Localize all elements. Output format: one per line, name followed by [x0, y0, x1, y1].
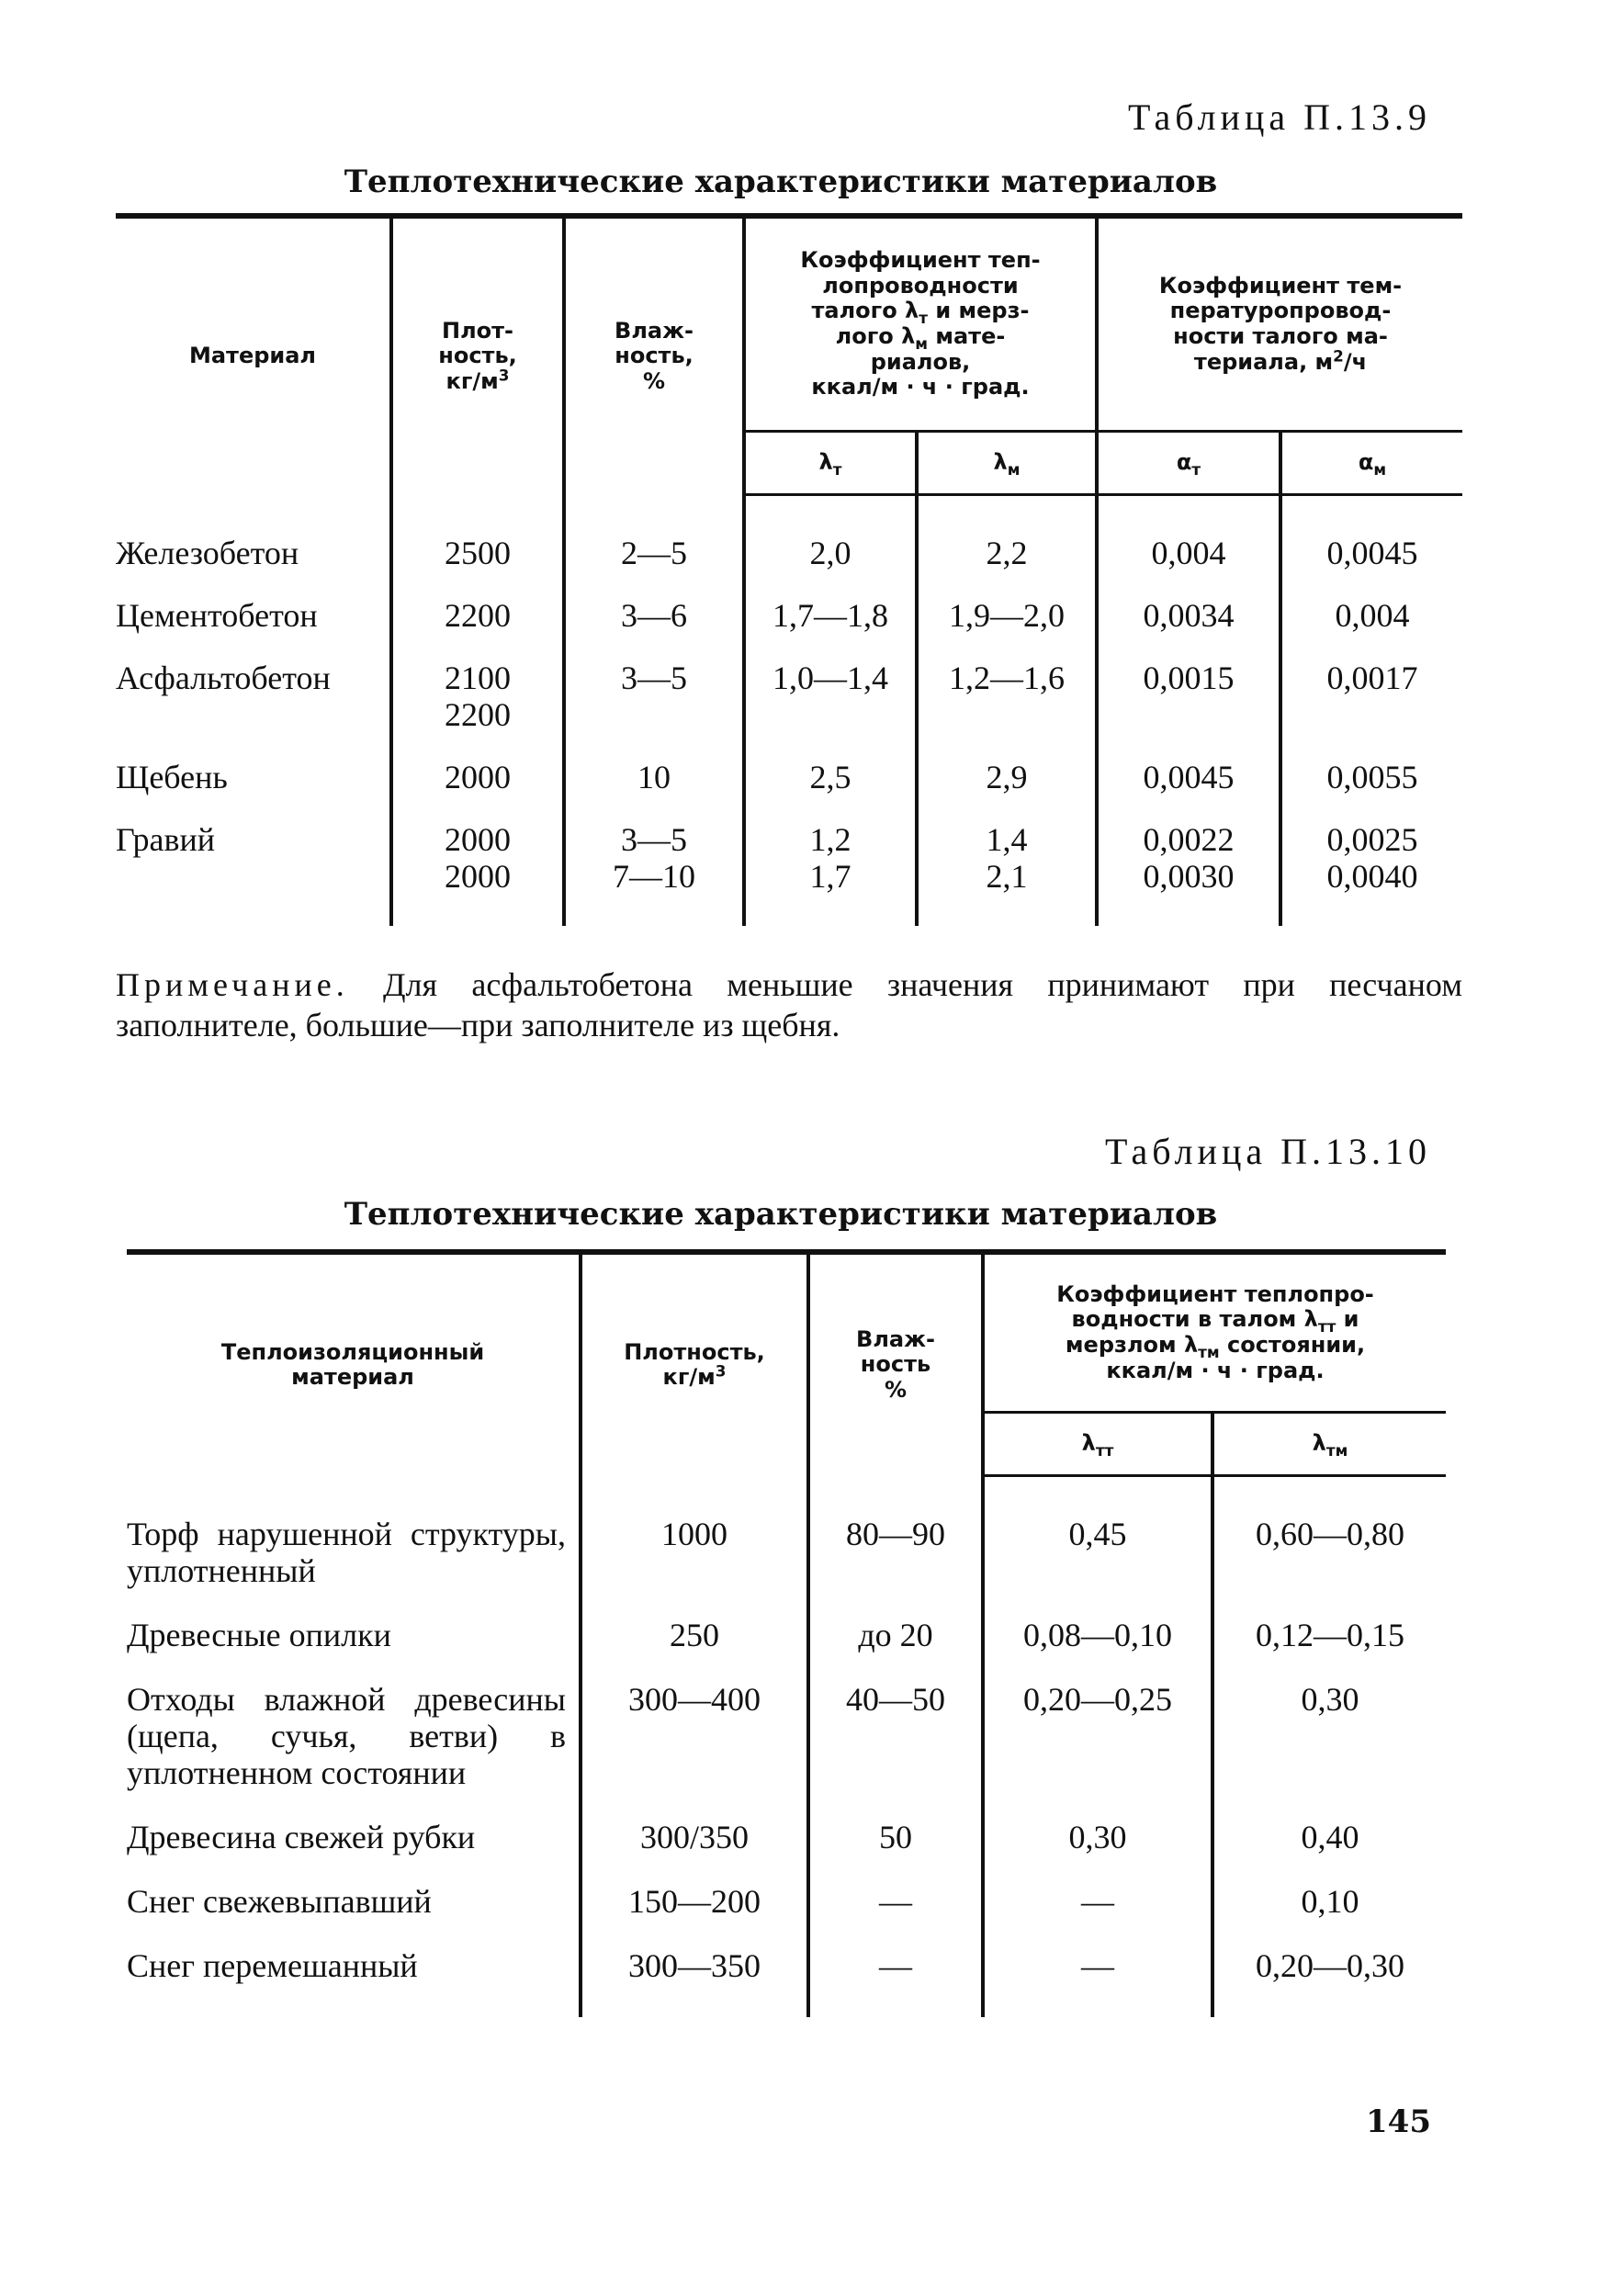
moisture-cell: —	[808, 1866, 983, 1931]
table-row	[127, 1499, 1446, 1600]
t1-header-conductivity: Коэффициент теп- лопроводности талого $\lambda_т$ и мерз- лого $\lambda_м$ мате- риалов, ккал/м · ч · град.	[744, 216, 1097, 432]
lambda-tt-cell: —	[983, 1866, 1212, 1931]
density-cell: 1000	[581, 1499, 808, 1600]
t2-header-material: Теплоизоляционный материал	[127, 1252, 581, 1476]
table-row	[116, 643, 1462, 742]
lambda-tt-cell: —	[983, 1931, 1212, 1995]
density-cell: 2000 2000	[391, 805, 564, 904]
t1-header-alpha-m: $\alpha_м$	[1280, 432, 1462, 495]
density-cell: 150—200	[581, 1866, 808, 1931]
moisture-cell: 40—50	[808, 1664, 983, 1802]
lambda-t-cell: 1,2 1,7	[744, 805, 917, 904]
material-cell: Снег свежевыпавший	[127, 1883, 432, 1920]
alpha-m-cell: 0,0055	[1280, 742, 1462, 805]
moisture-cell: до 20	[808, 1600, 983, 1664]
density-cell: 300/350	[581, 1802, 808, 1866]
table-row	[116, 518, 1462, 581]
table-row	[116, 742, 1462, 805]
density-cell: 2100 2200	[391, 643, 564, 742]
table-row	[116, 805, 1462, 904]
t2-header-lambda-tm: $\lambda_{тм}$	[1212, 1413, 1446, 1476]
density-cell: 250	[581, 1600, 808, 1664]
alpha-m-cell: 0,004	[1280, 581, 1462, 643]
alpha-m-cell: 0,0045	[1280, 518, 1462, 581]
density-cell: 2500	[391, 518, 564, 581]
lambda-t-cell: 2,5	[744, 742, 917, 805]
alpha-t-cell: 0,004	[1097, 518, 1280, 581]
table2	[127, 1249, 1446, 2017]
table1-title: Теплотехнические характеристики материалов	[344, 164, 1218, 200]
t1-header-diffusivity: Коэффициент тем- пературопровод- ности талого ма- териала, $м^2/ч$	[1097, 216, 1462, 432]
t2-header-density: Плотность, $кг/м^3$	[581, 1252, 808, 1476]
table-row	[127, 1931, 1446, 1995]
lambda-tm-cell: 0,30	[1212, 1664, 1446, 1802]
t1-header-alpha-t: $\alpha_т$	[1097, 432, 1280, 495]
lambda-tt-cell: 0,30	[983, 1802, 1212, 1866]
alpha-t-cell: 0,0022 0,0030	[1097, 805, 1280, 904]
note-lead: Примечание.	[116, 966, 349, 1003]
t2-header-moisture: Влаж- ность %	[808, 1252, 983, 1476]
table-row	[127, 1866, 1446, 1931]
alpha-m-cell: 0,0025 0,0040	[1280, 805, 1462, 904]
lambda-tt-cell: 0,08—0,10	[983, 1600, 1212, 1664]
material-cell: Цементобетон	[116, 597, 318, 634]
density-cell: 2000	[391, 742, 564, 805]
table1-number: Таблица П.13.9	[1128, 96, 1431, 138]
lambda-m-cell: 1,2—1,6	[917, 643, 1097, 742]
table2-title: Теплотехнические характеристики материалов	[344, 1196, 1218, 1233]
table-row	[127, 1802, 1446, 1866]
moisture-cell: 10	[564, 742, 744, 805]
material-cell: Древесные опилки	[127, 1617, 391, 1653]
material-cell: Снег перемешанный	[127, 1947, 418, 1984]
t2-header-conductivity: Коэффициент теплопро- водности в талом $\lambda_{тт}$ и мерзлом $\lambda_{тм}$ состоянии, ккал/м · ч · град.	[983, 1252, 1446, 1413]
t2-header-lambda-tt: $\lambda_{тт}$	[983, 1413, 1212, 1476]
lambda-tt-cell: 0,45	[983, 1499, 1212, 1600]
alpha-t-cell: 0,0015	[1097, 643, 1280, 742]
density-cell: 300—400	[581, 1664, 808, 1802]
t1-header-density: Плот- ность, $кг/м^3$	[391, 216, 564, 495]
density-cell: 300—350	[581, 1931, 808, 1995]
table1	[116, 213, 1462, 926]
t1-header-lambda-t: $\lambda_т$	[744, 432, 917, 495]
lambda-tm-cell: 0,40	[1212, 1802, 1446, 1866]
moisture-cell: 80—90	[808, 1499, 983, 1600]
moisture-cell: 2—5	[564, 518, 744, 581]
material-cell: Древесина свежей рубки	[127, 1819, 476, 1855]
lambda-tm-cell: 0,20—0,30	[1212, 1931, 1446, 1995]
alpha-m-cell: 0,0017	[1280, 643, 1462, 742]
moisture-cell: 3—5 7—10	[564, 805, 744, 904]
lambda-t-cell: 1,0—1,4	[744, 643, 917, 742]
material-cell: Асфальтобетон	[116, 660, 331, 696]
material-cell: Гравий	[116, 821, 216, 858]
moisture-cell: 3—5	[564, 643, 744, 742]
lambda-m-cell: 1,4 2,1	[917, 805, 1097, 904]
lambda-m-cell: 1,9—2,0	[917, 581, 1097, 643]
alpha-t-cell: 0,0045	[1097, 742, 1280, 805]
lambda-t-cell: 1,7—1,8	[744, 581, 917, 643]
material-cell: Торф нарушенной структуры, уплотненный	[127, 1516, 566, 1589]
t1-header-lambda-m: $\lambda_м$	[917, 432, 1097, 495]
table2-number: Таблица П.13.10	[1105, 1131, 1431, 1172]
t1-header-moisture: Влаж- ность, %	[564, 216, 744, 495]
note-text: Для асфальтобетона меньшие значения принимают при песчаном заполнителе, большие—при заполнителе из щебня.	[116, 966, 1462, 1043]
density-cell: 2200	[391, 581, 564, 643]
table-row	[116, 581, 1462, 643]
lambda-m-cell: 2,9	[917, 742, 1097, 805]
table1-note	[116, 964, 1462, 1045]
moisture-cell: 3—6	[564, 581, 744, 643]
lambda-tm-cell: 0,12—0,15	[1212, 1600, 1446, 1664]
table-row	[127, 1600, 1446, 1664]
alpha-t-cell: 0,0034	[1097, 581, 1280, 643]
material-cell: Отходы влажной древесины (щепа, сучья, ветви) в уплотненном состоянии	[127, 1681, 566, 1791]
moisture-cell: 50	[808, 1802, 983, 1866]
table-row	[127, 1664, 1446, 1802]
material-cell: Щебень	[116, 759, 228, 795]
lambda-t-cell: 2,0	[744, 518, 917, 581]
page-number: 145	[1366, 2103, 1431, 2140]
lambda-tt-cell: 0,20—0,25	[983, 1664, 1212, 1802]
lambda-tm-cell: 0,60—0,80	[1212, 1499, 1446, 1600]
moisture-cell: —	[808, 1931, 983, 1995]
material-cell: Железобетон	[116, 535, 299, 571]
t1-header-material: Материал	[116, 216, 391, 495]
lambda-tm-cell: 0,10	[1212, 1866, 1446, 1931]
lambda-m-cell: 2,2	[917, 518, 1097, 581]
